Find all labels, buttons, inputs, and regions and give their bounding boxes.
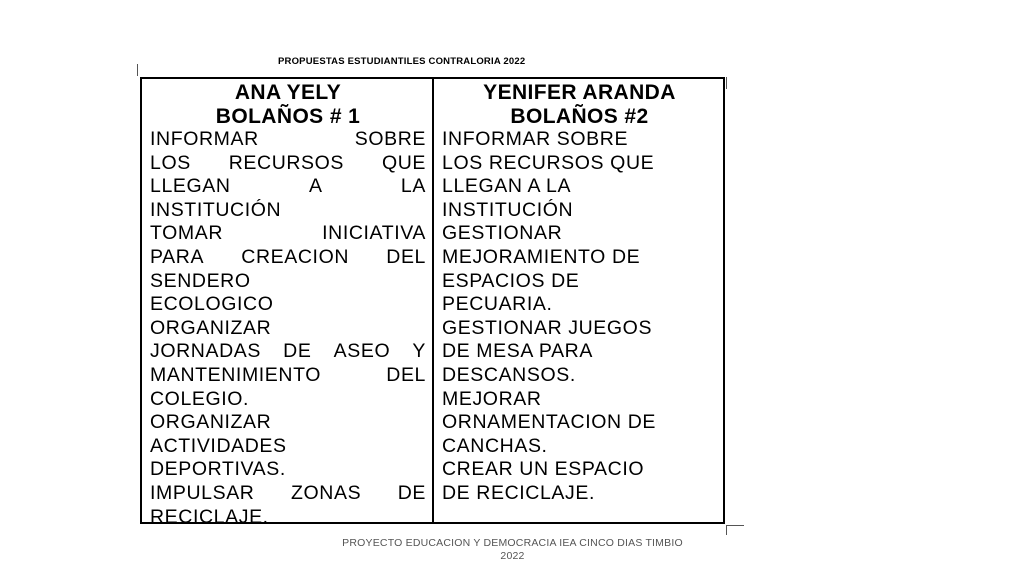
proposal-word: JORNADAS [150, 340, 261, 363]
proposal-line [150, 128, 426, 152]
proposal-word: TOMAR [150, 222, 224, 245]
candidate-name: YENIFER ARANDA BOLAÑOS #2 [483, 81, 676, 128]
proposal-line [150, 270, 426, 294]
proposal-word: INSTITUCIÓN [150, 198, 282, 221]
proposal-word: ORGANIZAR [150, 411, 272, 434]
proposal-word: ASEO [333, 340, 391, 363]
proposal-word: DEL [386, 245, 426, 268]
proposal-line [150, 246, 426, 270]
proposal-line [150, 388, 426, 412]
proposal-word: ACTIVIDADES [150, 434, 287, 457]
proposal-line: LLEGAN A LA [442, 175, 572, 198]
proposal-word: LLEGAN [150, 175, 231, 198]
proposal-line: DE RECICLAJE. [442, 481, 596, 504]
crop-mark-top-left [137, 64, 138, 76]
proposal-word: QUE [381, 151, 426, 174]
proposal-word: INFORMAR [150, 128, 259, 150]
candidate-name: ANA YELY BOLAÑOS # 1 [215, 81, 361, 128]
proposal-line [150, 152, 426, 176]
proposal-line: LOS RECURSOS QUE [442, 151, 655, 174]
proposal-word: RECICLAJE. [150, 505, 269, 528]
proposal-line: MEJORAMIENTO DE [442, 245, 641, 268]
proposal-line: DESCANSOS. [442, 363, 576, 386]
proposal-line [150, 506, 426, 530]
proposal-line [150, 340, 426, 364]
proposal-word: MANTENIMIENTO [150, 363, 322, 386]
proposal-list [442, 128, 717, 506]
proposal-line [150, 482, 426, 506]
proposal-line: ESPACIOS DE [442, 269, 580, 292]
proposal-word: DEL [386, 363, 426, 386]
proposal-word: DE [397, 481, 426, 504]
proposal-word: Y [412, 340, 426, 363]
proposal-line [150, 435, 426, 459]
proposal-line: CREAR UN ESPACIO [442, 458, 645, 481]
proposal-word: CREACION [241, 245, 350, 268]
proposal-word: DEPORTIVAS. [150, 458, 286, 481]
candidate-column-1 [142, 79, 434, 528]
proposal-line: MEJORAR [442, 387, 542, 410]
proposal-line [150, 458, 426, 482]
proposal-word: DE [283, 340, 312, 363]
proposal-line [150, 175, 426, 199]
footer-line-1: PROYECTO EDUCACION Y DEMOCRACIA IEA CINCO DIAS TIMBIO [342, 537, 683, 549]
footer [320, 537, 705, 563]
proposal-line: CANCHAS. [442, 434, 548, 457]
proposal-line: GESTIONAR [442, 222, 563, 245]
proposal-line [150, 317, 426, 341]
proposal-word: INICIATIVA [322, 222, 426, 245]
proposal-word: ZONAS [291, 481, 362, 504]
proposal-line [150, 364, 426, 388]
proposal-line: DE MESA PARA [442, 340, 593, 363]
candidate-column-2 [434, 79, 723, 522]
proposal-word: LA [400, 175, 426, 198]
proposal-list [150, 128, 426, 529]
proposal-word: ECOLOGICO [150, 293, 274, 316]
crop-mark-top-right [726, 77, 727, 89]
proposal-word: LOS [150, 151, 191, 174]
proposal-line: ORNAMENTACION DE [442, 411, 656, 434]
proposal-word: COLEGIO. [150, 387, 250, 410]
proposal-word: ORGANIZAR [150, 316, 272, 339]
proposal-line [150, 411, 426, 435]
proposal-word: RECURSOS [228, 151, 345, 174]
proposal-word: SOBRE [354, 128, 426, 150]
proposal-word: IMPULSAR [150, 481, 255, 504]
crop-mark-bottom-right [726, 525, 744, 526]
footer-line-2: 2022 [500, 550, 525, 562]
proposal-line: INSTITUCIÓN [442, 198, 574, 221]
proposal-word: A [308, 175, 323, 198]
proposal-line [150, 199, 426, 223]
proposal-line: PECUARIA. [442, 293, 553, 316]
proposal-line [150, 222, 426, 246]
proposal-line: INFORMAR SOBRE [442, 128, 629, 150]
document-title: PROPUESTAS ESTUDIANTILES CONTRALORIA 2022 [278, 56, 526, 67]
proposal-line [150, 293, 426, 317]
proposal-line: GESTIONAR JUEGOS [442, 316, 653, 339]
proposal-word: PARA [150, 245, 205, 268]
proposal-word: SENDERO [150, 269, 251, 292]
proposals-table [140, 77, 725, 528]
crop-mark-bottom-right-v [726, 525, 727, 535]
